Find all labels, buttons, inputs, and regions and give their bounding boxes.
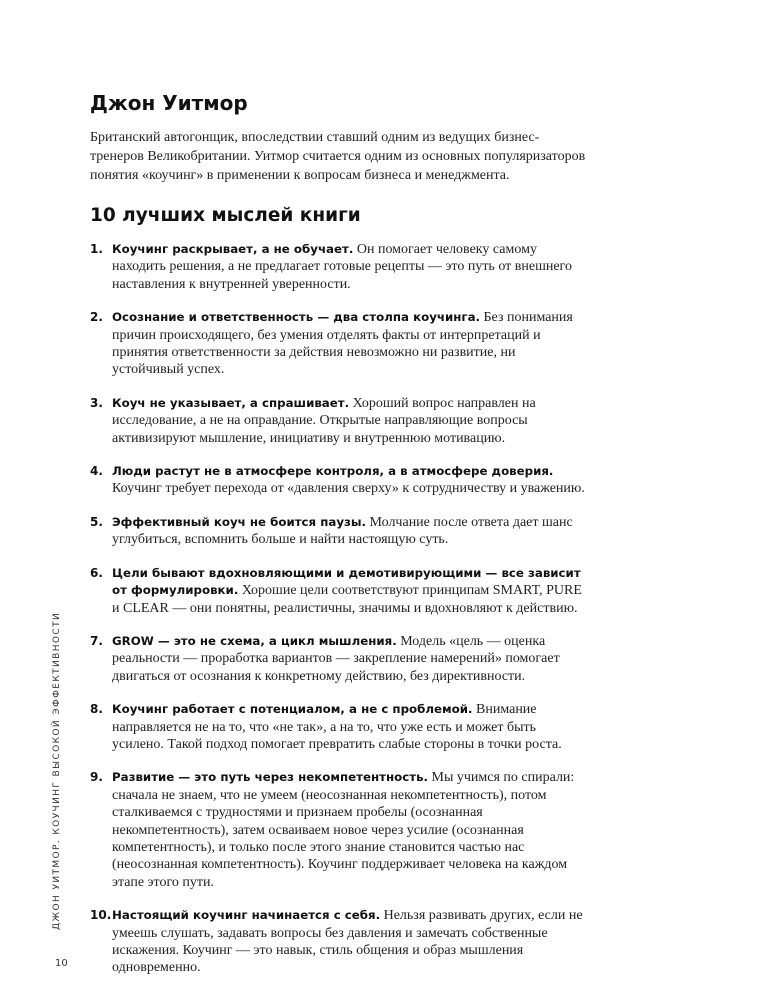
item-number: 10. xyxy=(90,908,112,923)
item-body: Хороший вопрос направлен на исследование, а не на оправдание. Открытые направляющие вопросы активизируют мышление, инициативу и внутреннюю мотивацию. xyxy=(112,395,536,446)
list-item xyxy=(90,633,590,685)
item-lead: Коучинг работает с потенциалом, а не с проблемой. xyxy=(112,702,473,717)
list-item xyxy=(90,565,590,617)
list-item xyxy=(90,514,590,549)
item-body: Коучинг требует перехода от «давления сверху» к сотрудничеству и уважению. xyxy=(112,481,585,497)
item-lead: Коучинг раскрывает, а не обучает. xyxy=(112,242,354,256)
item-number: 8. xyxy=(90,702,103,717)
item-lead: Коуч не указывает, а спрашивает. xyxy=(112,395,350,410)
list-item xyxy=(90,463,590,498)
list-item xyxy=(90,241,590,293)
item-body: Хорошие цели соответствуют принципам SMART, PURE и CLEAR — они понятны, реалистичны, значимы и вдохновляют к действию. xyxy=(112,583,582,616)
item-body: Модель «цель — оценка реальности — проработка вариантов — закрепление намерений» помогает двигаться от осознания к конкретному действию, без директивности. xyxy=(112,633,560,684)
author-bio: Британский автогонщик, впоследствии ставший одним из ведущих бизнес-тренеров Великобритании. Уитмор считается одним из основных популяризаторов понятия «коучинг» в применении к вопросам бизнеса и менеджмента. xyxy=(90,130,586,183)
item-body: Мы учимся по спирали: сначала не знаем, что не умеем (неосознанная некомпетентность), потом сталкиваемся с трудностями и признаем пробелы (осознанная некомпетентность), затем осваиваем новое через усилие (осознанная компетентность), и только после этого знание становится частью нас (неосознанная компетентность). Коучинг поддерживает человека на каждом этапе этого пути. xyxy=(112,770,575,890)
item-lead: Настоящий коучинг начинается с себя. xyxy=(112,908,381,923)
item-lead: Цели бывают вдохновляющими и демотивирующими — все зависит от формулировки. xyxy=(112,565,581,598)
item-lead: Люди растут не в атмосфере контроля, а в атмосфере доверия. xyxy=(112,464,554,479)
list-item xyxy=(90,309,590,379)
item-body: Молчание после ответа дает шанс углубиться, вспомнить больше и найти настоящую суть. xyxy=(112,514,573,548)
item-number: 2. xyxy=(90,310,103,325)
item-number: 1. xyxy=(90,242,103,256)
item-body: Внимание направляется не на то, что «не так», а на то, что уже есть и может быть усилено. Такой подход помогает превратить слабые стороны в точки роста. xyxy=(112,702,562,752)
item-lead: Эффективный коуч не боится паузы. xyxy=(112,514,367,529)
list-item xyxy=(90,701,590,753)
item-body: Он помогает человеку самому находить решения, а не предлагает готовые рецепты — это путь от внешнего наставления к внутренней уверенности. xyxy=(112,242,572,292)
item-number: 3. xyxy=(90,395,103,410)
item-number: 7. xyxy=(90,633,103,648)
item-number: 9. xyxy=(90,770,103,785)
running-head-text: ДЖОН УИТМОР. КОУЧИНГ ВЫСОКОЙ ЭФФЕКТИВНОСТИ xyxy=(52,611,62,930)
item-number: 4. xyxy=(90,464,103,479)
ideas-list xyxy=(90,241,590,993)
list-item xyxy=(90,769,590,891)
list-item xyxy=(90,395,590,447)
item-number: 5. xyxy=(90,514,103,529)
item-number: 6. xyxy=(90,565,103,580)
list-item xyxy=(90,907,590,977)
page-number: 10 xyxy=(55,958,68,969)
item-lead: Осознание и ответственность — два столпа коучинга. xyxy=(112,310,481,325)
item-body: Нельзя развивать других, если не умеешь слушать, задавать вопросы без давления и замечать собственные искажения. Коучинг — это навык, стиль общения и образ мышления одновременно. xyxy=(112,908,583,976)
item-lead: GROW — это не схема, а цикл мышления. xyxy=(112,633,397,648)
item-lead: Развитие — это путь через некомпетентность. xyxy=(112,770,429,785)
item-body: Без понимания причин происходящего, без умения отделять факты от интерпретаций и принятия ответственности за действия невозможно ни развитие, ни устойчивый успех. xyxy=(112,310,573,378)
author-heading: Джон Уитмор xyxy=(90,91,248,115)
ideas-heading: 10 лучших мыслей книги xyxy=(90,205,361,226)
running-head xyxy=(52,611,64,930)
